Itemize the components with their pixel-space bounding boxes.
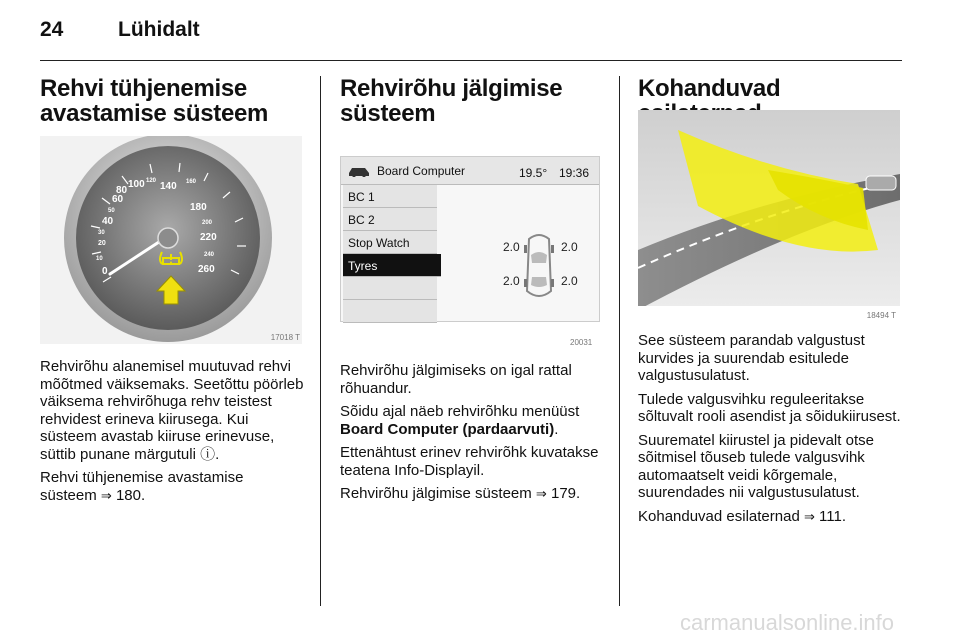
column-tire-deflation-text [40, 358, 304, 510]
page-number: 24 [40, 18, 64, 41]
menu-item-bc2[interactable]: BC 2 [343, 208, 437, 231]
display-temperature: 19.5° [519, 166, 548, 180]
speedo-tick-label: 100 [128, 179, 145, 190]
column-tire-deflation [40, 76, 304, 126]
figure-code: 20031 [570, 338, 593, 347]
speedo-tick-label: 80 [116, 185, 128, 196]
car-icon [347, 165, 371, 177]
section-title-tire-pressure: Rehvirõhu jälgimise süsteem [340, 75, 563, 127]
speedo-tick-label: 60 [112, 194, 124, 205]
column-divider-2 [619, 76, 620, 606]
column-adaptive-headlights-text [638, 332, 902, 531]
speedo-tick-label: 200 [202, 220, 213, 226]
page-reference-link[interactable]: 179. [551, 485, 581, 502]
tyre-pressure-front-left: 2.0 [503, 240, 520, 254]
adaptive-headlights-figure [638, 110, 900, 322]
section-title-tire-deflation: Rehvi tühjenemise avastamise süsteem [40, 75, 269, 127]
tyre-pressure-front-right: 2.0 [561, 240, 578, 254]
display-menu [343, 185, 437, 323]
section-title-adaptive-headlights: Kohanduvad [638, 75, 781, 102]
car-top-view-icon [521, 233, 557, 301]
speedo-tick-label: 30 [98, 230, 105, 236]
speedo-tick-label: 10 [96, 256, 103, 262]
menu-item-empty [343, 300, 437, 323]
menu-name: Board Computer (pardaarvuti) [340, 420, 555, 438]
speedometer-illustration [40, 136, 302, 344]
display-title: Board Computer [377, 164, 466, 178]
page-reference-link[interactable]: 180. [115, 486, 146, 504]
speedo-tick-label: 120 [146, 178, 157, 184]
page-reference-link[interactable]: 111. [819, 507, 847, 525]
paragraph: Ettenähtust erinev rehvirõhk kuvatakse teatena Info-Displayil. [340, 444, 599, 479]
menu-item-stop-watch[interactable]: Stop Watch [343, 231, 437, 254]
paragraph-reference: Rehvirõhu jälgimise süsteem ⇒ 179. [340, 485, 581, 502]
page-ref-arrow-icon: ⇒ [100, 487, 112, 503]
paragraph: Rehvirõhu alanemisel muutuvad rehvi mõõtmed väiksemaks. Seetõttu pöörleb väiksema rehvirõhuga rehv teistest rehvidest erineva kiirusega. Kui süsteem avastab kiiruse erinevuse, süttib punane märgutuli ⓘ. [40, 358, 304, 463]
paragraph: Suurematel kiirustel ja pidevalt otse sõitmisel tõuseb tulede valgusvihk automaatselt veidi kõrgemale, suurendades nii valgustusulatust. [638, 431, 874, 501]
headlight-beam-illustration [638, 110, 900, 322]
paragraph-reference: Rehvi tühjenemise avastamise süsteem ⇒ 180. [40, 469, 244, 504]
speedo-tick-label: 0 [102, 266, 108, 277]
paragraph: Tulede valgusvihku reguleeritakse sõltuvalt rooli asendist ja sõidukiirusest. [638, 390, 901, 425]
menu-item-tyres[interactable]: Tyres [343, 254, 441, 277]
chapter-title: Lühidalt [118, 18, 200, 41]
speedometer-figure [40, 136, 302, 344]
paragraph: See süsteem parandab valgustust kurvides ja suurendab esitulede valgustusulatust. [638, 332, 865, 384]
tyre-pressure-rear-left: 2.0 [503, 274, 520, 288]
board-computer-display [340, 156, 600, 322]
paragraph-reference: Kohanduvad esilaternad ⇒ 111. [638, 507, 847, 525]
paragraph: Sõidu ajal näeb rehvirõhku menüüst Board Computer (pardaarvuti). [340, 403, 580, 438]
speedo-tick-label: 220 [200, 232, 217, 243]
page-ref-arrow-icon: ⇒ [535, 486, 547, 501]
column-tire-pressure [340, 76, 604, 126]
speedo-tick-label: 20 [98, 240, 106, 247]
warning-light-icon: ⓘ [200, 445, 216, 463]
speedo-tick-label: 50 [108, 208, 115, 214]
header-rule [40, 60, 902, 61]
menu-item-bc1[interactable]: BC 1 [343, 185, 437, 208]
speedo-tick-label: 240 [204, 252, 215, 258]
column-tire-pressure-text [340, 362, 604, 509]
figure-code: 18494 T [866, 311, 896, 320]
menu-item-empty [343, 277, 437, 300]
speedo-tick-label: 40 [102, 216, 114, 227]
figure-code: 17018 T [270, 333, 300, 342]
paragraph: Rehvirõhu jälgimiseks on igal rattal rõhuandur. [340, 362, 572, 397]
speedo-tick-label: 160 [186, 179, 197, 185]
display-time: 19:36 [559, 166, 590, 180]
tyre-pressure-rear-right: 2.0 [561, 274, 578, 288]
speedo-tick-label: 140 [160, 181, 177, 192]
display-header [341, 157, 599, 185]
column-divider-1 [320, 76, 321, 606]
watermark: carmanualsonline.info [680, 610, 895, 635]
speedo-tick-label: 260 [198, 264, 215, 275]
speedo-tick-label: 180 [190, 202, 207, 213]
page-ref-arrow-icon: ⇒ [803, 508, 815, 524]
